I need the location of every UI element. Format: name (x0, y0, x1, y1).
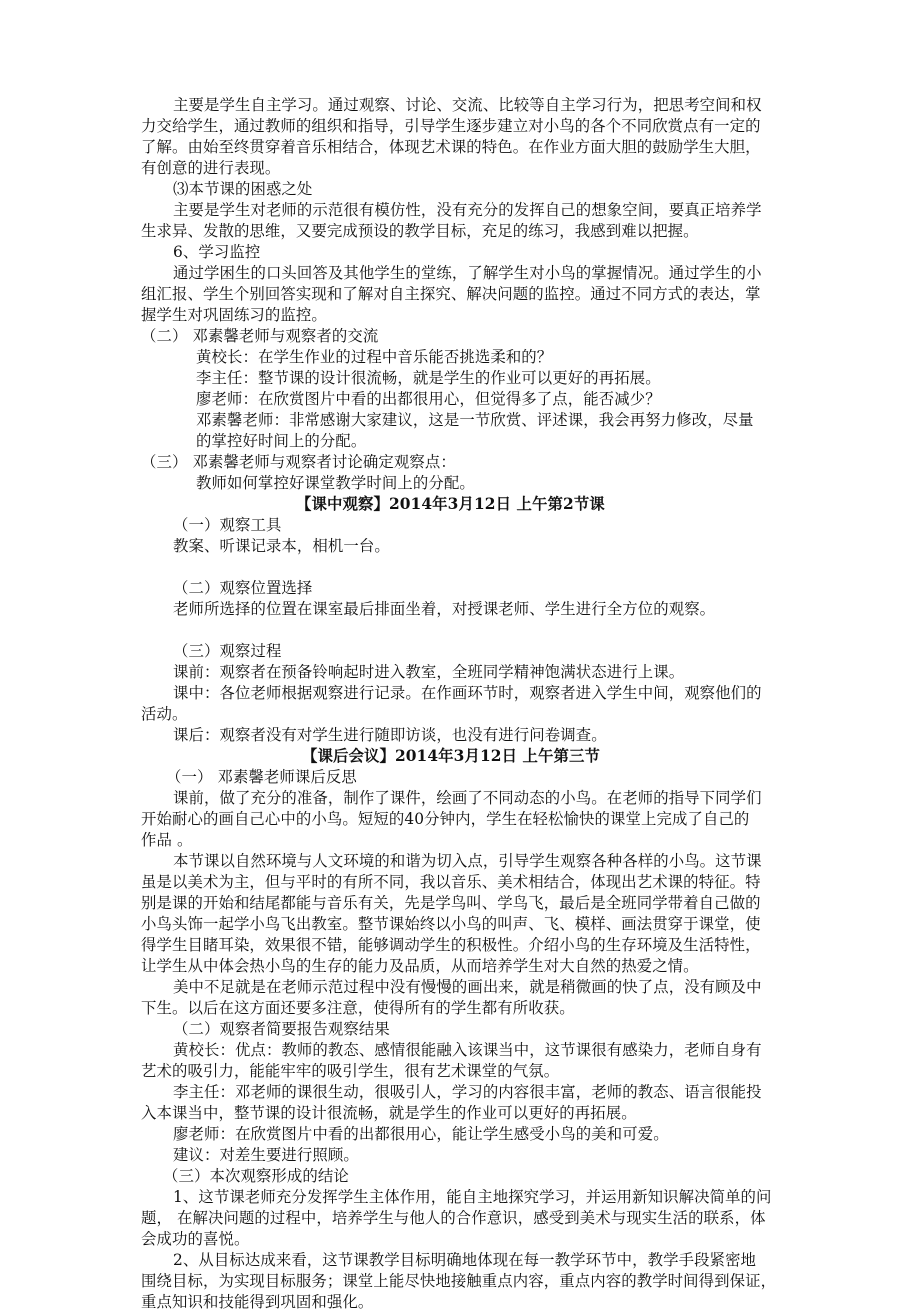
text-line: ⑶本节课的困惑之处 (173, 180, 313, 198)
text-line: 通过学困生的口头回答及其他学生的堂练，了解学生对小鸟的掌握情况。通过学生的小 (173, 264, 762, 282)
text-line: 教案、听课记录本，相机一台。 (173, 537, 390, 555)
text-line: （三）观察过程 (173, 642, 282, 660)
text-line: 得学生目睹耳染，效果很不错，能够调动学生的积极性。介绍小鸟的生存环境及生活特性， (141, 936, 761, 954)
text-line: （一）观察工具 (173, 516, 282, 534)
text-line: 美中不足就是在老师示范过程中没有慢慢的画出来，就是稍微画的快了点，没有顾及中 (173, 978, 762, 996)
text-line: 虽是以美术为主，但与平时的有所不同，我以音乐、美术相结合，体现出艺术课的特征。特 (141, 873, 761, 891)
text-line: 黄校长：优点：教师的教态、感情很能融入该课当中，这节课很有感染力，老师自身有 (173, 1041, 762, 1059)
text-line: 了解。由始至终贯穿着音乐相结合，体现艺术课的特色。在作业方面大胆的鼓励学生大胆， (141, 138, 761, 156)
text-line: 邓素馨老师：非常感谢大家建议，这是一节欣赏、评述课，我会再努力修改，尽量 (196, 411, 754, 429)
section-heading: 【课后会议】2014年3月12日 上午第三节 (302, 747, 600, 765)
text-line: 会成功的喜悦。 (141, 1230, 250, 1248)
text-line: （三）本次观察形成的结论 (163, 1167, 349, 1185)
text-line: 6、学习监控 (173, 243, 261, 261)
section-heading: 【课中观察】2014年3月12日 上午第2节课 (296, 495, 605, 513)
text-line: 老师所选择的位置在课室最后排面坐着，对授课老师、学生进行全方位的观察。 (173, 600, 716, 618)
text-line: （二）观察者简要报告观察结果 (173, 1020, 390, 1038)
text-line: 李主任：邓老师的课很生动，很吸引人，学习的内容很丰富，老师的教态、语言很能投 (173, 1083, 762, 1101)
text-line: 课前，做了充分的准备，制作了课件，绘画了不同动态的小鸟。在老师的指导下同学们 (173, 789, 762, 807)
text-line: 活动。 (141, 705, 188, 723)
text-line: 开始耐心的画自己心中的小鸟。短短的40分钟内，学生在轻松愉快的课堂上完成了自己的 (141, 810, 750, 828)
text-line: 下生。以后在这方面还要多注意，使得所有的学生都有所收获。 (141, 999, 575, 1017)
text-line: 主要是学生对老师的示范很有模仿性，没有充分的发挥自己的想象空间，要真正培养学 (173, 201, 762, 219)
text-line: 李主任：整节课的设计很流畅，就是学生的作业可以更好的再拓展。 (196, 369, 661, 387)
text-line: 课中：各位老师根据观察进行记录。在作画环节时，观察者进入学生中间，观察他们的 (173, 684, 762, 702)
text-line: （二） 邓素馨老师与观察者的交流 (141, 327, 379, 345)
text-line: 围绕目标，为实现目标服务；课堂上能尽快地接触重点内容，重点内容的教学时间得到保证， (141, 1272, 777, 1290)
text-line: 入本课当中，整节课的设计很流畅，就是学生的作业可以更好的再拓展。 (141, 1104, 637, 1122)
text-line: 握学生对巩固练习的监控。 (141, 306, 327, 324)
text-line: （三） 邓素馨老师与观察者讨论确定观察点： (141, 453, 456, 471)
text-line: （一） 邓素馨老师课后反思 (166, 768, 357, 786)
text-line: 廖老师：在欣赏图片中看的出都很用心，能让学生感受小鸟的美和可爱。 (173, 1125, 669, 1143)
text-line: 别是课的开始和结尾都能与音乐有关，先是学鸟叫、学鸟飞，最后是全班同学带着自己做的 (141, 894, 761, 912)
text-line: 建议：对差生要进行照顾。 (173, 1146, 359, 1164)
text-line: 艺术的吸引力，能能牢牢的吸引学生，很有艺术课堂的气氛。 (141, 1062, 560, 1080)
text-line: 组汇报、学生个别回答实现和了解对自主探究、解决问题的监控。通过不同方式的表达，掌 (141, 285, 761, 303)
text-line: 重点知识和技能得到巩固和强化。 (141, 1293, 374, 1311)
text-line: 小鸟头饰一起学小鸟飞出教室。整节课始终以小鸟的叫声、飞、模样、画法贯穿于课堂，使 (141, 915, 761, 933)
text-line: 生求异、发散的思维，又要完成预设的教学目标，充足的练习，我感到难以把握。 (141, 222, 699, 240)
text-line: 1、这节课老师充分发挥学生主体作用，能自主地探究学习，并运用新知识解决简单的问 (173, 1188, 772, 1206)
text-line: 课后：观察者没有对学生进行随即访谈，也没有进行问卷调查。 (173, 726, 607, 744)
text-line: 主要是学生自主学习。通过观察、讨论、交流、比较等自主学习行为，把思考空间和权 (173, 96, 762, 114)
text-line: 力交给学生，通过教师的组织和指导，引导学生逐步建立对小鸟的各个不同欣赏点有一定的 (141, 117, 761, 135)
text-line: 本节课以自然环境与人文环境的和谐为切入点，引导学生观察各种各样的小鸟。这节课 (173, 852, 762, 870)
text-line: 的掌控好时间上的分配。 (196, 432, 367, 450)
text-line: 课前：观察者在预备铃响起时进入教室，全班同学精神饱满状态进行上课。 (173, 663, 685, 681)
text-line: （二）观察位置选择 (173, 579, 313, 597)
text-line: 有创意的进行表现。 (141, 159, 281, 177)
text-line: 廖老师：在欣赏图片中看的出都很用心，但觉得多了点，能否减少？ (196, 390, 661, 408)
text-line: 2、从目标达成来看，这节课教学目标明确地体现在每一教学环节中，教学手段紧密地 (173, 1251, 757, 1269)
text-line: 黄校长：在学生作业的过程中音乐能否挑选柔和的？ (196, 348, 553, 366)
text-line: 教师如何掌控好课堂教学时间上的分配。 (196, 474, 475, 492)
text-line: 作品 。 (141, 831, 193, 849)
text-line: 题， 在解决问题的过程中，培养学生与他人的合作意识，感受到美术与现实生活的联系，体 (141, 1209, 766, 1227)
text-line: 让学生从中体会热小鸟的生存的能力及品质，从而培养学生对大自然的热爱之情。 (141, 957, 699, 975)
